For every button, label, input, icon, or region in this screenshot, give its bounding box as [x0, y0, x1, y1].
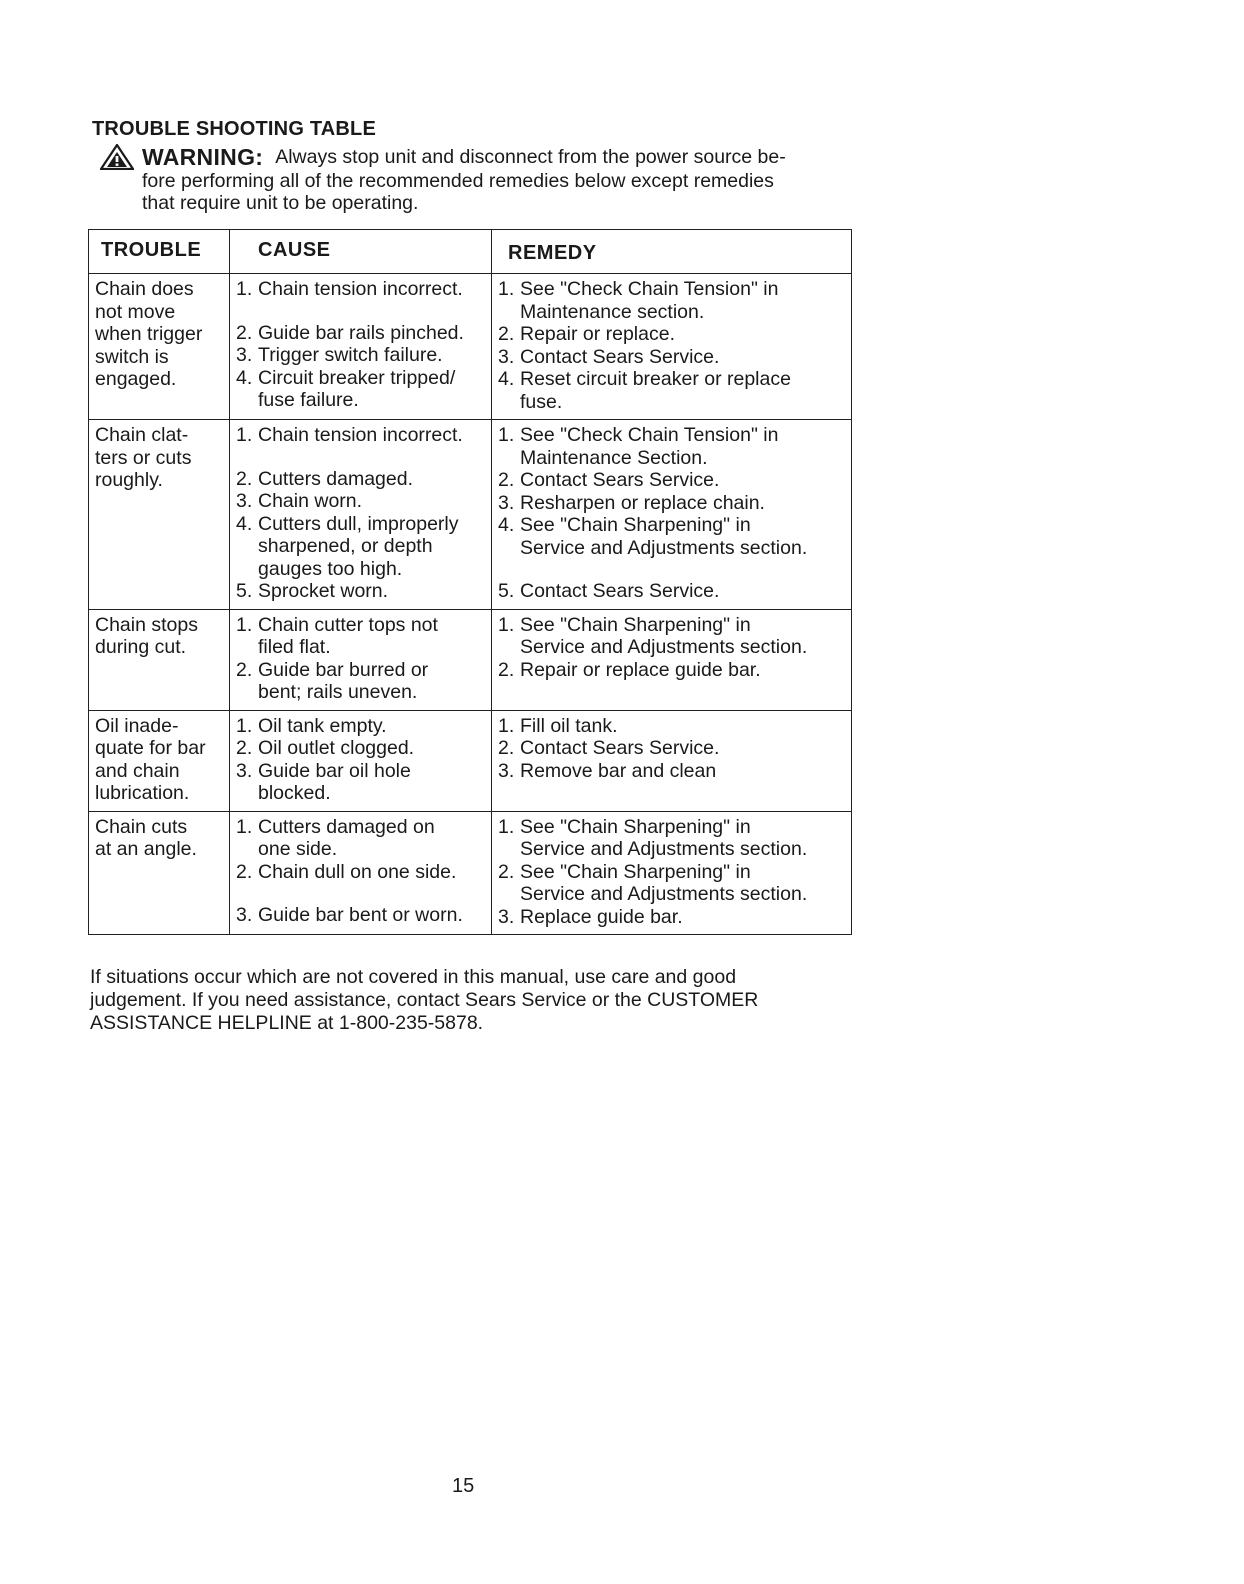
trouble-line: quate for bar: [95, 737, 206, 759]
list-item: [498, 514, 845, 559]
item-text-line: See "Chain Sharpening" in: [520, 514, 751, 536]
trouble-line: and chain: [95, 759, 180, 782]
item-text-line: blocked.: [258, 782, 331, 804]
list-item: [236, 344, 485, 367]
header-cause: CAUSE: [229, 230, 491, 273]
item-number: 2.: [236, 321, 253, 344]
item-text-line: Repair or replace guide bar.: [520, 658, 761, 681]
item-text-line: See "Chain Sharpening" in: [520, 815, 751, 838]
list-item: [498, 816, 845, 861]
item-number: 2.: [236, 467, 253, 490]
list-item: [236, 861, 485, 884]
item-text-line: Cutters damaged on: [258, 815, 435, 838]
remedy-cell: [491, 812, 851, 935]
table-header-row: [89, 230, 851, 273]
item-number: 4.: [498, 368, 515, 390]
table-row: [89, 609, 851, 710]
trouble-cell: [89, 420, 229, 609]
list-item: [498, 492, 845, 515]
item-text-line: Repair or replace.: [520, 323, 675, 345]
trouble-line: at an angle.: [95, 838, 197, 860]
item-number: 1.: [236, 815, 253, 838]
item-text-line: See "Check Chain Tension" in: [520, 278, 779, 300]
item-text-line: Trigger switch failure.: [258, 344, 443, 366]
cause-cell: [229, 711, 491, 811]
remedy-cell: [491, 420, 851, 609]
item-text-line: Circuit breaker tripped/: [258, 366, 456, 389]
item-text-line: Chain worn.: [258, 490, 363, 512]
list-item: [236, 760, 485, 805]
item-text-line: Contact Sears Service.: [520, 580, 720, 602]
page-number: 15: [452, 1475, 475, 1497]
item-text-line: Service and Adjustments section.: [520, 883, 808, 905]
list-item: [236, 904, 485, 927]
warning-text-line3: that require unit to be operating.: [142, 192, 419, 214]
list-item: [498, 715, 845, 738]
item-text-line: Fill oil tank.: [520, 714, 618, 737]
item-number: 3.: [236, 904, 253, 926]
warning-notice: [100, 146, 860, 214]
item-number: 2.: [236, 860, 253, 883]
item-number: 1.: [498, 424, 515, 446]
item-number: 1.: [236, 613, 253, 636]
trouble-line: Chain cuts: [95, 815, 188, 838]
list-item: [236, 322, 485, 345]
list-item: [236, 816, 485, 861]
trouble-cell: [89, 812, 229, 935]
list-item: [498, 323, 845, 346]
item-number: 2.: [236, 658, 253, 681]
item-number: 3.: [498, 345, 515, 368]
table-body: [89, 273, 851, 934]
warning-label: WARNING:: [142, 144, 264, 170]
trouble-cell: [89, 610, 229, 710]
trouble-line: ters or cuts: [95, 446, 192, 469]
item-text-line: sharpened, or depth: [258, 535, 433, 557]
item-text-line: See "Chain Sharpening" in: [520, 613, 751, 636]
trouble-line: during cut.: [95, 636, 187, 658]
list-item: [498, 368, 845, 413]
item-number: 5.: [236, 580, 253, 602]
list-item: [236, 580, 485, 603]
item-number: 5.: [498, 580, 515, 602]
item-number: 3.: [498, 759, 515, 782]
item-text-line: Sprocket worn.: [258, 580, 389, 602]
item-number: 4.: [236, 366, 253, 389]
item-text-line: Service and Adjustments section.: [520, 838, 808, 860]
item-text-line: Replace guide bar.: [520, 905, 683, 928]
list-item: [498, 346, 845, 369]
item-number: 2.: [498, 469, 515, 491]
list-item: [498, 614, 845, 659]
item-text-line: Service and Adjustments section.: [520, 636, 808, 658]
item-text-line: Oil tank empty.: [258, 714, 387, 737]
item-text-line: filed flat.: [258, 636, 331, 658]
item-text-line: fuse failure.: [258, 389, 359, 411]
item-text-line: Guide bar bent or worn.: [258, 904, 463, 926]
list-item: [498, 469, 845, 492]
item-number: 4.: [498, 514, 515, 536]
header-trouble: TROUBLE: [101, 239, 202, 261]
item-text-line: Chain dull on one side.: [258, 860, 457, 883]
remedy-cell: [491, 711, 851, 811]
item-number: 3.: [236, 759, 253, 782]
item-number: 3.: [236, 490, 253, 512]
item-number: 2.: [498, 860, 515, 883]
list-item: [236, 513, 485, 581]
table-row: [89, 710, 851, 811]
item-number: 3.: [498, 905, 515, 928]
list-item: [236, 424, 485, 447]
item-text-line: Cutters dull, improperly: [258, 512, 459, 535]
item-number: 1.: [236, 278, 253, 300]
warning-triangle-icon: [100, 144, 134, 170]
trouble-line: Chain does: [95, 278, 194, 300]
item-text-line: Service and Adjustments section.: [520, 536, 808, 559]
item-text-line: fuse.: [520, 390, 563, 413]
item-text-line: Maintenance section.: [520, 300, 705, 323]
item-number: 1.: [498, 714, 515, 737]
item-text-line: gauges too high.: [258, 557, 403, 580]
page-title: TROUBLE SHOOTING TABLE: [92, 118, 377, 140]
warning-text-line2: fore performing all of the recommended remedies below except remedies: [142, 170, 774, 192]
footer-line3: ASSISTANCE HELPLINE at 1-800-235-5878.: [90, 1012, 484, 1034]
item-text-line: Resharpen or replace chain.: [520, 491, 765, 514]
list-item: [236, 367, 485, 412]
remedy-cell: [491, 610, 851, 710]
cause-cell: [229, 610, 491, 710]
item-number: 1.: [236, 424, 253, 446]
list-item: [236, 614, 485, 659]
list-item: [498, 861, 845, 906]
trouble-line: Chain clat-: [95, 424, 189, 446]
item-text-line: See "Chain Sharpening" in: [520, 860, 751, 883]
item-number: 3.: [236, 344, 253, 366]
item-number: 2.: [236, 737, 253, 759]
list-item: [498, 906, 845, 929]
warning-text-line1: Always stop unit and disconnect from the power source be-: [275, 146, 786, 168]
item-text-line: one side.: [258, 838, 338, 860]
item-number: 1.: [498, 815, 515, 838]
trouble-line: not move: [95, 300, 176, 323]
troubleshooting-table: [88, 229, 852, 935]
item-text-line: Cutters damaged.: [258, 467, 414, 490]
item-text-line: Chain tension incorrect.: [258, 278, 463, 300]
list-item: [498, 580, 845, 603]
item-text-line: Contact Sears Service.: [520, 469, 720, 491]
list-item: [236, 715, 485, 738]
item-text-line: Contact Sears Service.: [520, 345, 720, 368]
item-text-line: Chain cutter tops not: [258, 613, 438, 636]
list-item: [498, 278, 845, 323]
trouble-line: Oil inade-: [95, 714, 179, 737]
trouble-cell: [89, 711, 229, 811]
list-item: [498, 760, 845, 783]
list-item: [498, 659, 845, 682]
item-text-line: bent; rails uneven.: [258, 681, 418, 703]
item-text-line: Guide bar oil hole: [258, 759, 411, 782]
cause-cell: [229, 420, 491, 609]
item-text-line: Guide bar burred or: [258, 658, 429, 681]
item-text-line: Oil outlet clogged.: [258, 737, 415, 759]
item-text-line: Reset circuit breaker or replace: [520, 368, 791, 390]
list-item: [236, 278, 485, 301]
trouble-line: when trigger: [95, 323, 203, 345]
list-item: [498, 737, 845, 760]
trouble-line: roughly.: [95, 469, 163, 491]
table-row: [89, 419, 851, 609]
footer-line2: judgement. If you need assistance, contact Sears Service or the CUSTOMER: [90, 989, 759, 1011]
item-number: 2.: [498, 323, 515, 345]
table-row: [89, 273, 851, 419]
cause-cell: [229, 812, 491, 935]
list-item: [236, 659, 485, 704]
trouble-line: switch is: [95, 345, 169, 368]
trouble-line: Chain stops: [95, 613, 198, 636]
header-remedy: REMEDY: [491, 230, 851, 273]
list-item: [236, 468, 485, 491]
table-row: [89, 811, 851, 935]
item-number: 2.: [498, 737, 515, 759]
list-item: [236, 490, 485, 513]
item-number: 1.: [498, 613, 515, 636]
item-number: 1.: [498, 278, 515, 300]
item-number: 4.: [236, 512, 253, 535]
item-text-line: Contact Sears Service.: [520, 737, 720, 759]
item-number: 2.: [498, 658, 515, 681]
list-item: [236, 737, 485, 760]
cause-cell: [229, 274, 491, 419]
trouble-cell: [89, 274, 229, 419]
item-number: 3.: [498, 491, 515, 514]
footer-line1: If situations occur which are not covered in this manual, use care and good: [90, 966, 737, 988]
list-item: [498, 424, 845, 469]
item-text-line: Maintenance Section.: [520, 446, 708, 469]
trouble-line: engaged.: [95, 368, 177, 390]
trouble-line: lubrication.: [95, 782, 190, 804]
item-text-line: Remove bar and clean: [520, 759, 717, 782]
item-number: 1.: [236, 714, 253, 737]
remedy-cell: [491, 274, 851, 419]
item-text-line: See "Check Chain Tension" in: [520, 424, 779, 446]
item-text-line: Guide bar rails pinched.: [258, 321, 464, 344]
footer-note: [90, 966, 830, 1035]
item-text-line: Chain tension incorrect.: [258, 424, 463, 446]
